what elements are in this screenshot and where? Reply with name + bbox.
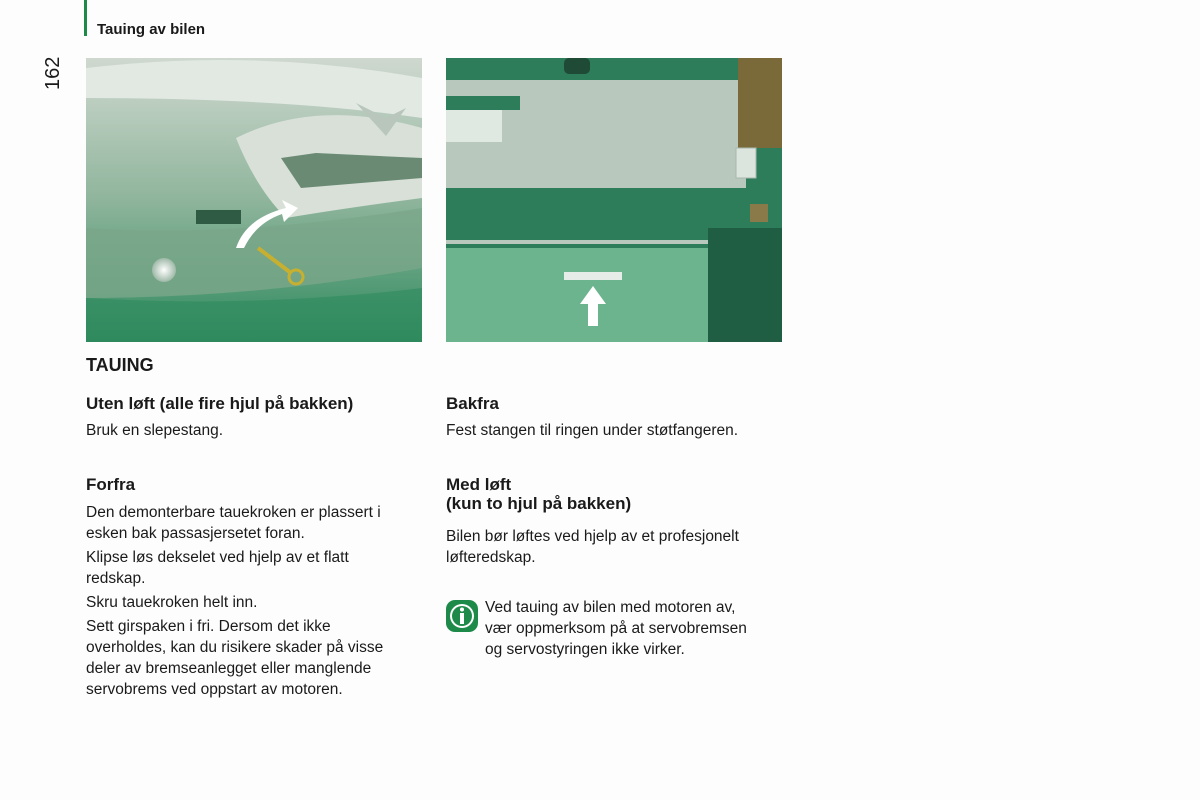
- front-paragraph-2-line-1: Klipse løs dekselet ved hjelp av et flatt: [86, 549, 349, 566]
- front-paragraph-1-line-1: Den demonterbare tauekroken er plassert i: [86, 504, 381, 521]
- note-line-2: vær oppmerksom på at servobremsen: [485, 620, 747, 637]
- header-accent-bar: [84, 0, 87, 36]
- rear-text: Fest stangen til ringen under støtfangeren.: [446, 422, 739, 439]
- lift-heading-line-2: (kun to hjul på bakken): [446, 494, 632, 513]
- lift-text-line-1: Bilen bør løftes ved hjelp av et profesjonelt: [446, 528, 739, 545]
- no-lift-heading: Uten løft (alle fire hjul på bakken): [86, 394, 354, 413]
- section-heading: TAUING: [86, 355, 154, 375]
- note-line-1: Ved tauing av bilen med motoren av,: [485, 599, 736, 616]
- rear-heading: Bakfra: [446, 394, 499, 413]
- front-paragraph-4-line-3: deler av bremseanlegget eller manglende: [86, 660, 372, 677]
- lift-heading-line-1: Med løft: [446, 475, 512, 494]
- front-paragraph-4-line-2: overholdes, kan du risikere skader på visse: [86, 639, 384, 656]
- section-title: Tauing av bilen: [97, 21, 206, 38]
- info-icon: [446, 600, 478, 632]
- rear-towing-ring-illustration: [446, 58, 782, 342]
- note-line-3: og servostyringen ikke virker.: [485, 641, 685, 658]
- front-paragraph-4-line-1: Sett girspaken i fri. Dersom det ikke: [86, 618, 331, 635]
- page-number: 162: [42, 56, 64, 90]
- front-paragraph-4-line-4: servobrems ved oppstart av motoren.: [86, 681, 343, 698]
- lift-text-line-2: løfteredskap.: [446, 549, 536, 566]
- front-heading: Forfra: [86, 475, 136, 494]
- front-tow-hook-illustration: [86, 58, 422, 342]
- front-paragraph-2-line-2: redskap.: [86, 570, 146, 587]
- no-lift-text: Bruk en slepestang.: [86, 422, 224, 439]
- front-paragraph-1-line-2: esken bak passasjersetet foran.: [86, 525, 305, 542]
- front-paragraph-3: Skru tauekroken helt inn.: [86, 594, 258, 611]
